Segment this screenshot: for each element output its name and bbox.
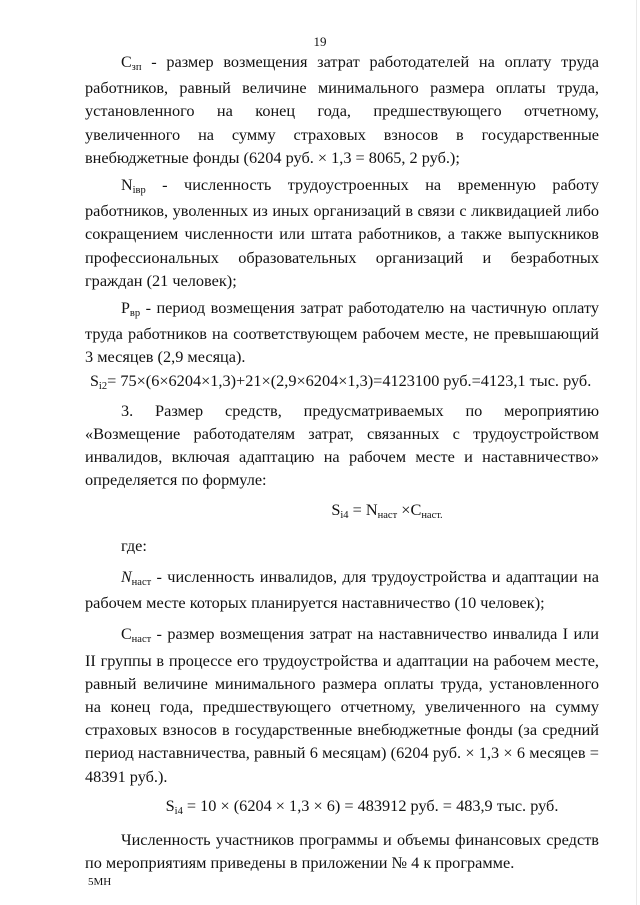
symbol-subscript: i4: [340, 509, 349, 521]
symbol-subscript: i4: [174, 805, 183, 817]
formula-text: = 75×(6×6204×1,3)+21×(2,9×6204×1,3)=4123100 руб.=4123,1 тыс. руб.: [107, 370, 592, 390]
symbol: S: [331, 499, 341, 519]
footer-code: 5МН: [88, 876, 112, 888]
symbol: N: [365, 499, 378, 519]
definition-r-vr: [85, 296, 599, 369]
symbol: N: [121, 569, 132, 587]
symbol-subscript: наст: [131, 634, 152, 646]
symbol: Р: [121, 300, 130, 318]
symbol: С: [121, 626, 132, 644]
page-number: 19: [313, 34, 327, 49]
definition-c-zp: [85, 50, 599, 169]
symbol-subscript: вр: [129, 308, 141, 320]
symbol-subscript: iвр: [132, 185, 146, 197]
scan-edge-line: [636, 0, 637, 905]
symbol: С: [121, 54, 132, 71]
symbol: С: [410, 499, 422, 519]
symbol-subscript: i2: [98, 380, 108, 392]
symbol: N: [121, 177, 133, 195]
formula-s-i2: [85, 369, 599, 395]
symbol-subscript: наст.: [421, 509, 443, 521]
definition-n-nast: [85, 565, 599, 614]
formula-equals: =: [348, 499, 366, 519]
definition-c-nast: [85, 622, 599, 787]
document-body: [85, 50, 599, 875]
where-label: где:: [121, 535, 147, 555]
paragraph-item-3: 3. Размер средств, предусматриваемых по мероприятию «Возмещение работодателям затрат, связанных с трудоустройством инвалидов, включая адаптацию на рабочем месте и наставничество» определяется по формуле:: [85, 400, 599, 490]
definition-n-ivr: [85, 173, 599, 292]
definition-text: - период возмещения затрат работодателю на частичную оплату труда работников на соответствующем рабочем месте, не превышающий 3 месяцев (2,9 месяца).: [85, 298, 599, 367]
formula-times: ×: [397, 499, 411, 519]
symbol-subscript: наст: [131, 577, 152, 589]
definition-text: - размер возмещения затрат работодателей на оплату труда работников, равный величине минимального размера оплаты труда, установленного на конец года, предшествующего отчетному, увеличенного на сумму страховых взносов в государственные внебюджетные фонды (6204 руб. × 1,3 = 8065, 2 руб.);: [85, 52, 599, 167]
definition-text: - численность трудоустроенных на временную работу работников, уволенных из иных организаций в связи с ликвидацией либо сокращением численности или штата работников, а также выпускников профессиональных образовательных организаций и безработных граждан (21 человек);: [85, 175, 599, 290]
symbol: S: [90, 372, 99, 390]
formula-text: = 10 × (6204 × 1,3 × 6) = 483912 руб. = 483,9 тыс. руб.: [182, 795, 559, 815]
symbol-subscript: зп: [131, 62, 142, 73]
symbol: S: [165, 795, 175, 815]
definition-text: - размер возмещения затрат на наставничество инвалида I или II группы в процессе его трудоустройства и адаптации на рабочем месте, равный величине минимального размера оплаты труда, установленного на конец года, предшествующего отчетному, увеличенного на сумму страховых взносов в государственные внебюджетные фонды (за средний период наставничества, равный 6 месяцам) (6204 руб. × 1,3 × 6 месяцев = 48391 руб.).: [85, 624, 599, 786]
definition-text: - численность инвалидов, для трудоустройства и адаптации на рабочем месте которых планируется наставничество (10 человек);: [85, 567, 599, 613]
formula-s-i4-result: [85, 794, 599, 820]
paragraph-conclusion: Численность участников программы и объемы финансовых средств по мероприятиям приведены в приложении № 4 к программе.: [85, 830, 599, 873]
formula-s-i4-general: [85, 498, 599, 524]
symbol-subscript: наст: [377, 509, 398, 521]
